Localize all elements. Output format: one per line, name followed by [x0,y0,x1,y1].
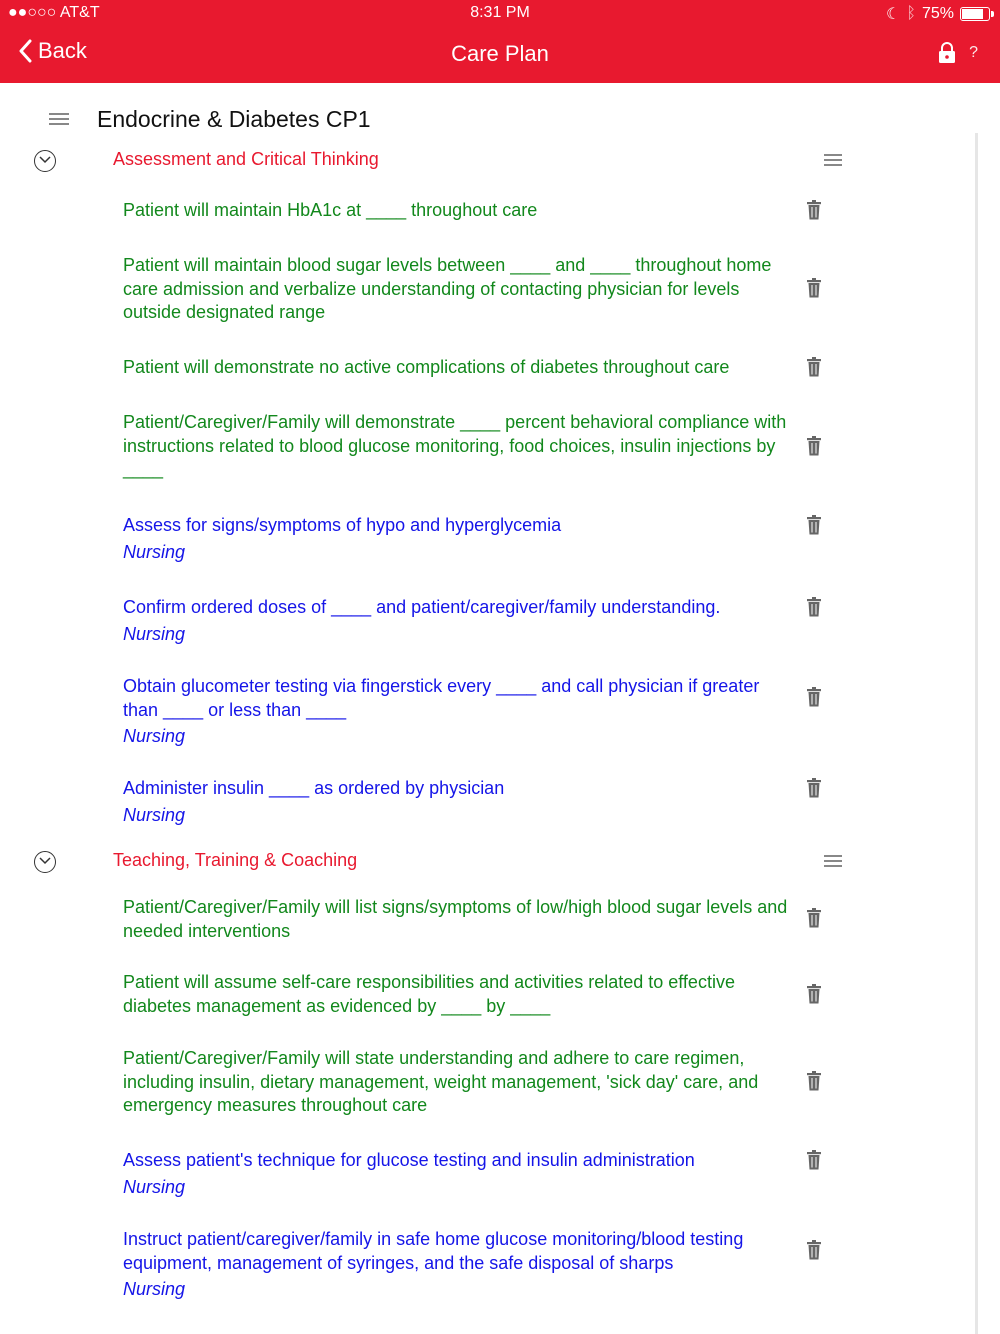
list-item[interactable] [123,411,798,482]
list-item[interactable] [123,596,798,646]
item-text: Patient will assume self-care responsibilities and activities related to effective diabetes management as evidenced by ____ by ____ [123,972,735,1016]
battery-icon [960,7,990,21]
trash-icon[interactable] [806,436,822,456]
top-bar [0,0,1000,83]
item-text: Patient will maintain HbA1c at ____ throughout care [123,200,538,220]
section-header[interactable] [0,848,1000,878]
list-item[interactable] [123,1149,798,1199]
lock-icon[interactable] [938,42,956,64]
list-item[interactable] [123,777,798,827]
trash-icon[interactable] [806,1150,822,1170]
page-title: Care Plan [451,41,549,66]
item-discipline: Nursing [123,623,186,644]
back-label: Back [38,38,87,63]
item-discipline: Nursing [123,1279,186,1299]
item-text: Confirm ordered doses of ____ and patient/caregiver/family understanding. [123,597,721,617]
status-right [886,4,990,24]
trash-icon[interactable] [806,515,822,535]
trash-icon[interactable] [806,687,822,707]
list-item[interactable] [123,1047,798,1118]
trash-icon[interactable] [806,778,822,798]
battery-percent: 75% [921,5,954,22]
list-item[interactable] [123,896,798,943]
section-title: Assessment and Critical Thinking [113,149,379,169]
item-discipline: Nursing [123,541,186,562]
collapse-chevron-icon[interactable] [34,150,56,172]
item-discipline: Nursing [123,726,186,746]
carrier-label: ●●○○○ AT&T [8,4,100,21]
help-button[interactable]: ? [969,44,978,61]
section-title: Teaching, Training & Coaching [113,850,358,870]
item-discipline: Nursing [123,804,186,825]
list-item[interactable] [123,254,798,325]
trash-icon[interactable] [806,597,822,617]
list-item[interactable] [123,356,798,380]
trash-icon[interactable] [806,357,822,377]
item-text: Patient/Caregiver/Family will state understanding and adhere to care regimen, including insulin, dietary management, weight management, 'sick day' care, and emergency measures throughout care [123,1048,759,1115]
section-header[interactable] [0,147,1000,177]
reorder-handle-icon[interactable] [49,110,69,128]
item-text: Patient will demonstrate no active complications of diabetes throughout care [123,357,730,377]
item-text: Instruct patient/caregiver/family in safe home glucose monitoring/blood testing equipment, management of syringes, and the safe disposal of sharps [123,1229,744,1273]
item-text: Patient will maintain blood sugar levels between ____ and ____ throughout home care admission and verbalize understanding of contacting physician for levels outside designated range [123,255,772,322]
trash-icon[interactable] [806,1071,822,1091]
item-text: Patient/Caregiver/Family will list signs/symptoms of low/high blood sugar levels and needed interventions [123,897,788,941]
item-text: Administer insulin ____ as ordered by physician [123,778,505,798]
collapse-chevron-icon[interactable] [34,851,56,873]
trash-icon[interactable] [806,908,822,928]
list-item[interactable] [123,514,798,564]
care-plan-title: Endocrine & Diabetes CP1 [97,106,371,132]
list-item[interactable] [123,1228,798,1302]
trash-icon[interactable] [806,984,822,1004]
moon-icon: ☾ [886,6,901,23]
scrollbar[interactable] [975,133,978,1334]
navigation-bar [0,28,1000,83]
trash-icon[interactable] [806,1240,822,1260]
bluetooth-icon: ᛒ [906,5,916,22]
item-text: Patient/Caregiver/Family will demonstrate ____ percent behavioral compliance with instructions related to blood glucose monitoring, food choices, insulin injections by ____ [123,412,787,479]
item-discipline: Nursing [123,1176,186,1197]
item-text: Assess for signs/symptoms of hypo and hyperglycemia [123,515,562,535]
list-item[interactable] [123,675,798,749]
item-text: Assess patient's technique for glucose testing and insulin administration [123,1150,695,1170]
trash-icon[interactable] [806,200,822,220]
trash-icon[interactable] [806,278,822,298]
list-item[interactable] [123,199,798,223]
section-drag-handle-icon[interactable] [824,852,842,870]
item-text: Obtain glucometer testing via fingerstick every ____ and call physician if greater than ____ or less than ____ [123,676,760,720]
list-item[interactable] [123,971,798,1018]
section-drag-handle-icon[interactable] [824,151,842,169]
status-bar [0,0,1000,28]
clock: 8:31 PM [470,4,530,21]
